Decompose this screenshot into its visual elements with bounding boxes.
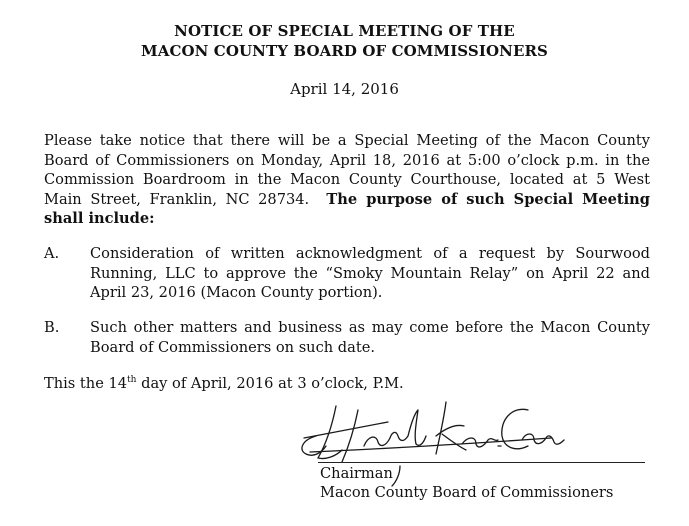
agenda-item-letter: B. [44, 319, 60, 336]
closing-statement [44, 374, 404, 394]
closing-ordinal: th [127, 375, 137, 386]
intro-text: Please take notice that there will be a Special Meeting of the Macon County Board of Commissioners on Monday, April 18, 2016 at 5:00 o’clock p.m. in the Commission Boardroom in the Macon County Courthouse, located at 5 West Main Street, Franklin, NC 28734. [44, 132, 650, 208]
notice-title-line1: NOTICE OF SPECIAL MEETING OF THE [174, 22, 515, 40]
notice-date: April 14, 2016 [290, 80, 399, 98]
notice-intro-paragraph [44, 131, 650, 229]
agenda-item-text: Consideration of written acknowledgment of a request by Sourwood Running, LLC to approve the “Smoky Mountain Relay” on April 22 and April 23, 2016 (Macon County portion). [90, 245, 650, 302]
closing-prefix: This the 14 [44, 375, 128, 392]
signature-line [318, 462, 645, 463]
closing-suffix: day of April, 2016 at 3 o’clock, P.M. [136, 375, 404, 392]
notice-title-line2: MACON COUNTY BOARD OF COMMISSIONERS [141, 42, 548, 60]
signature-organization: Macon County Board of Commissioners [320, 484, 614, 501]
intro-bold-text: The purpose of such Special Meeting shall include: [44, 190, 650, 228]
agenda-item-letter: A. [44, 245, 60, 262]
agenda-item-text: Such other matters and business as may come before the Macon County Board of Commissioners on such date. [90, 319, 650, 356]
signature-title: Chairman [320, 465, 393, 482]
